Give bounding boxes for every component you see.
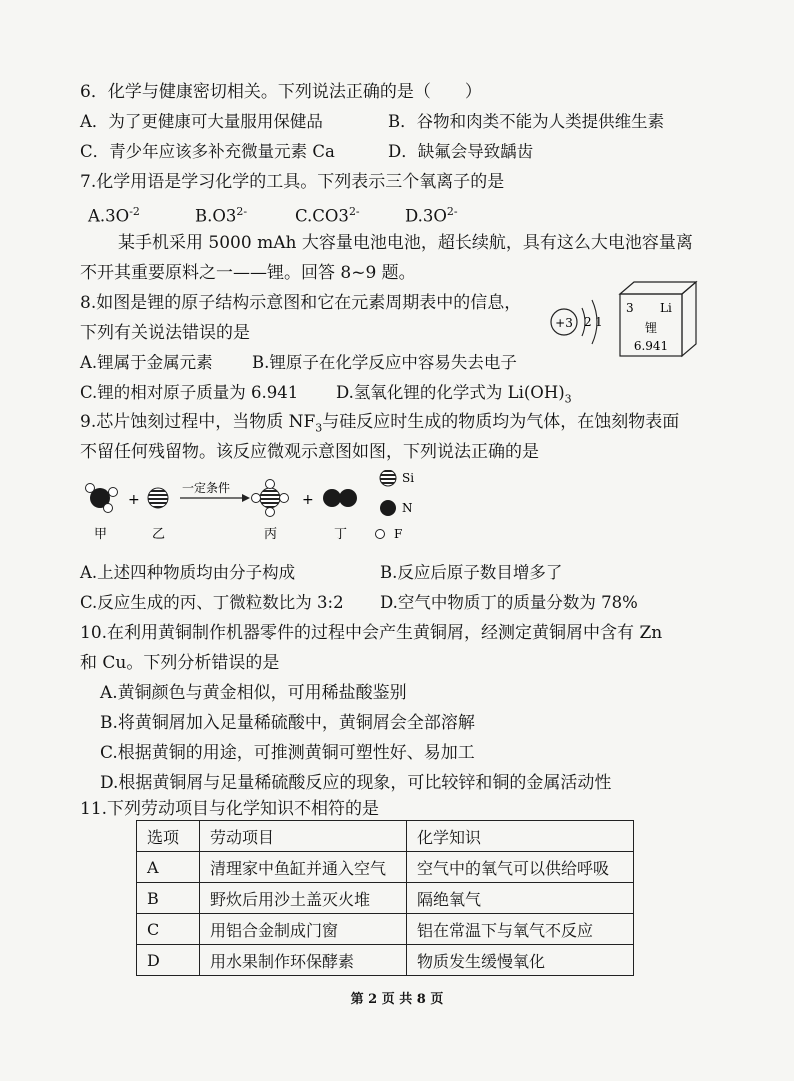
- table-header-row: [137, 821, 634, 852]
- q6-option-b: B．谷物和肉类不能为人类提供维生素: [388, 112, 665, 131]
- element-box-side: [682, 282, 696, 356]
- lithium-figure: [548, 280, 708, 360]
- nucleus-charge: +3: [555, 316, 573, 330]
- label-ding: 丁: [334, 527, 348, 542]
- q7-option-d: $D.3O^{2-}$: [405, 205, 458, 226]
- legend-n-label: N: [402, 501, 413, 515]
- table-row: [137, 852, 634, 883]
- molecule-ding: [323, 489, 357, 507]
- molecule-jia: [86, 484, 118, 513]
- q10-stem-1: 10.在利用黄铜制作机器零件的过程中会产生黄铜屑，经测定黄铜屑中含有 Zn: [80, 623, 663, 643]
- table-cell: A: [137, 852, 200, 883]
- q8-option-a: A.锂属于金属元素: [80, 353, 213, 372]
- table-cell: 用水果制作环保酵素: [200, 945, 407, 976]
- q8-stem-2: 下列有关说法错误的是: [80, 323, 250, 343]
- table-cell: 空气中的氧气可以供给呼吸: [407, 852, 634, 883]
- q9-option-a: A.上述四种物质均由分子构成: [80, 563, 296, 582]
- q6-option-a: A．为了更健康可大量服用保健品: [80, 112, 323, 131]
- q9-stem-2: 不留任何残留物。该反应微观示意图如图，下列说法正确的是: [80, 442, 539, 462]
- plus-sign-2: +: [302, 492, 314, 508]
- element-name: 锂: [644, 321, 658, 335]
- q8-stem-1: 8.如图是锂的原子结构示意图和它在元素周期表中的信息，: [80, 293, 522, 313]
- table-header-cell: 选项: [137, 821, 200, 852]
- table-cell: 物质发生缓慢氧化: [407, 945, 634, 976]
- arrow-head: [242, 494, 250, 502]
- q6-option-d: D．缺氟会导致龋齿: [388, 142, 534, 161]
- table-cell: 野炊后用沙土盖灭火堆: [200, 883, 407, 914]
- table-cell: 用铝合金制成门窗: [200, 914, 407, 945]
- shell-2-count: 1: [595, 315, 603, 329]
- q8-option-d: D.氢氧化锂的化学式为 $Li(OH)_3$: [336, 383, 572, 406]
- legend-f-label: F: [394, 527, 403, 541]
- plus-sign-1: +: [128, 492, 140, 508]
- q10-option-c: C.根据黄铜的用途，可推测黄铜可塑性好、易加工: [100, 743, 475, 763]
- q10-option-a: A.黄铜颜色与黄金相似，可用稀盐酸鉴别: [100, 683, 407, 703]
- molecule-bing: [252, 480, 289, 517]
- table-row: [137, 945, 634, 976]
- table-row: [137, 914, 634, 945]
- table-cell: C: [137, 914, 200, 945]
- shell-1-count: 2: [584, 315, 592, 329]
- page-footer: 第 2 页 共 8 页: [350, 992, 444, 1007]
- legend-f-atom: [376, 530, 385, 539]
- table-cell: D: [137, 945, 200, 976]
- atom-yi: [148, 488, 168, 508]
- element-symbol: Li: [660, 301, 672, 315]
- q7-stem: 7.化学用语是学习化学的工具。下列表示三个氧离子的是: [80, 172, 505, 192]
- q10-stem-2: 和 Cu。下列分析错误的是: [80, 653, 280, 673]
- label-jia: 甲: [94, 527, 108, 542]
- q10-option-d: D.根据黄铜屑与足量稀硫酸反应的现象，可比较锌和铜的金属活动性: [100, 773, 612, 793]
- q9-option-c: C.反应生成的丙、丁微粒数比为 3:2: [80, 593, 344, 612]
- table-row: [137, 883, 634, 914]
- label-yi: 乙: [152, 527, 166, 542]
- q7-option-a: $A.3O^{-2}$: [88, 205, 140, 226]
- q10-option-b: B.将黄铜屑加入足量稀硫酸中，黄铜屑会全部溶解: [100, 713, 475, 733]
- q7-option-b: $B.O3^{2-}$: [195, 205, 248, 226]
- table-cell: B: [137, 883, 200, 914]
- q11-table: [136, 820, 634, 976]
- q7-option-c: $C.CO3^{2-}$: [295, 205, 360, 226]
- passage-line-1: 某手机采用 5000 mAh 大容量电池电池，超长续航，具有这么大电池容量离: [118, 233, 693, 253]
- q9-option-b: B.反应后原子数目增多了: [380, 563, 563, 582]
- legend-si-atom: [380, 470, 396, 486]
- atomic-mass: 6.941: [633, 339, 669, 353]
- atomic-number: 3: [626, 301, 634, 315]
- q11-stem: 11.下列劳动项目与化学知识不相符的是: [80, 799, 380, 819]
- legend-n-atom: [380, 500, 396, 516]
- reaction-condition: 一定条件: [182, 481, 231, 495]
- q9-option-d: D.空气中物质丁的质量分数为 78%: [380, 593, 638, 612]
- passage-line-2: 不开其重要原料之一——锂。回答 8~9 题。: [80, 263, 416, 283]
- label-bing: 丙: [264, 527, 278, 542]
- table-cell: 铝在常温下与氧气不反应: [407, 914, 634, 945]
- table-cell: 清理家中鱼缸并通入空气: [200, 852, 407, 883]
- table-header-cell: 劳动项目: [200, 821, 407, 852]
- q6-stem: 6．化学与健康密切相关。下列说法正确的是（ ）: [80, 82, 482, 102]
- q6-option-c: C．青少年应该多补充微量元素 Ca: [80, 142, 335, 161]
- q8-option-b: B.锂原子在化学反应中容易失去电子: [252, 353, 517, 372]
- q9-stem-1: 9.芯片蚀刻过程中，当物质 $NF_3$与硅反应时生成的物质均为气体，在蚀刻物表面: [80, 412, 680, 435]
- legend-si-label: Si: [402, 471, 415, 485]
- table-header-cell: 化学知识: [407, 821, 634, 852]
- reaction-diagram: [80, 470, 440, 550]
- q8-option-c: C.锂的相对原子质量为 6.941: [80, 383, 299, 402]
- table-cell: 隔绝氧气: [407, 883, 634, 914]
